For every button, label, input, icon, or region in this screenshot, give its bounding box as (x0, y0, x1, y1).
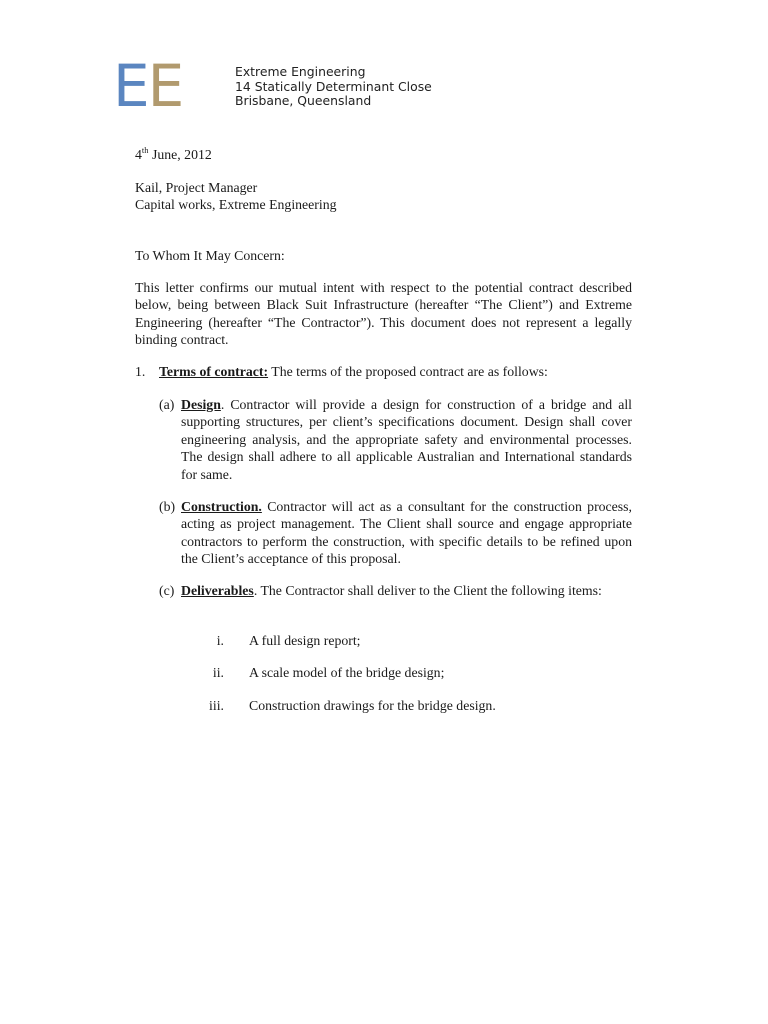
item-text: . Contractor will provide a design for construction of a bridge and all supporting structures, per client’s specifications document. Design shall cover engineering analysis, and the appropriate safety and environmental processes. The design shall adhere to all applicable Australian and International standards for same. (181, 397, 632, 482)
date-rest: June, 2012 (148, 147, 212, 162)
section-heading-line (159, 363, 632, 380)
recipient-block (135, 179, 337, 214)
section-intro-text: The terms of the proposed contract are as follows: (268, 364, 548, 379)
date-suffix: th (141, 145, 149, 155)
item-heading: Deliverables (181, 583, 254, 598)
intro-paragraph: This letter confirms our mutual intent with respect to the potential contract described below, being between Black Suit Infrastructure (hereafter “The Client”) and Extreme Engineering (hereafter “The Contractor”). This document does not represent a legally binding contract. (135, 280, 632, 348)
item-text: Contractor will act as a consultant for the construction process, acting as project management. The Client shall source and engage appropriate contractors to perform the construction, with specific details to be refined upon the Client’s acceptance of this proposal. (181, 499, 632, 567)
deliverable-numeral: iii. (209, 698, 224, 713)
deliverable-item: A scale model of the bridge design; (249, 665, 445, 680)
deliverable-item: A full design report; (249, 633, 361, 648)
letter-date (135, 146, 212, 163)
logo-letter-2: E (147, 52, 183, 120)
item-label: (a) (159, 397, 175, 412)
salutation: To Whom It May Concern: (135, 248, 285, 263)
logo-letter-1: E (113, 52, 148, 120)
deliverable-numeral: ii. (212, 665, 224, 680)
item-text: . The Contractor shall deliver to the Client the following items: (253, 583, 602, 598)
item-paragraph (181, 582, 632, 599)
section-number: 1. (135, 364, 146, 379)
sender-address (235, 65, 432, 109)
date-day: 4 (135, 147, 142, 162)
item-label: (b) (159, 499, 176, 514)
item-heading: Design (181, 397, 221, 412)
recipient-line-1: Kail, Project Manager (135, 180, 258, 195)
item-label: (c) (159, 583, 175, 598)
recipient-line-2: Capital works, Extreme Engineering (135, 197, 337, 213)
deliverable-item: Construction drawings for the bridge design. (249, 698, 496, 713)
item-heading: Construction. (181, 499, 262, 514)
item-paragraph (181, 498, 632, 568)
sender-name: Extreme Engineering (235, 64, 366, 79)
sender-street: 14 Statically Determinant Close (235, 78, 432, 94)
company-logo (113, 52, 187, 120)
sender-city: Brisbane, Queensland (235, 93, 372, 109)
item-paragraph (181, 396, 632, 483)
section-heading: Terms of contract: (159, 364, 269, 379)
deliverable-numeral: i. (216, 633, 224, 648)
